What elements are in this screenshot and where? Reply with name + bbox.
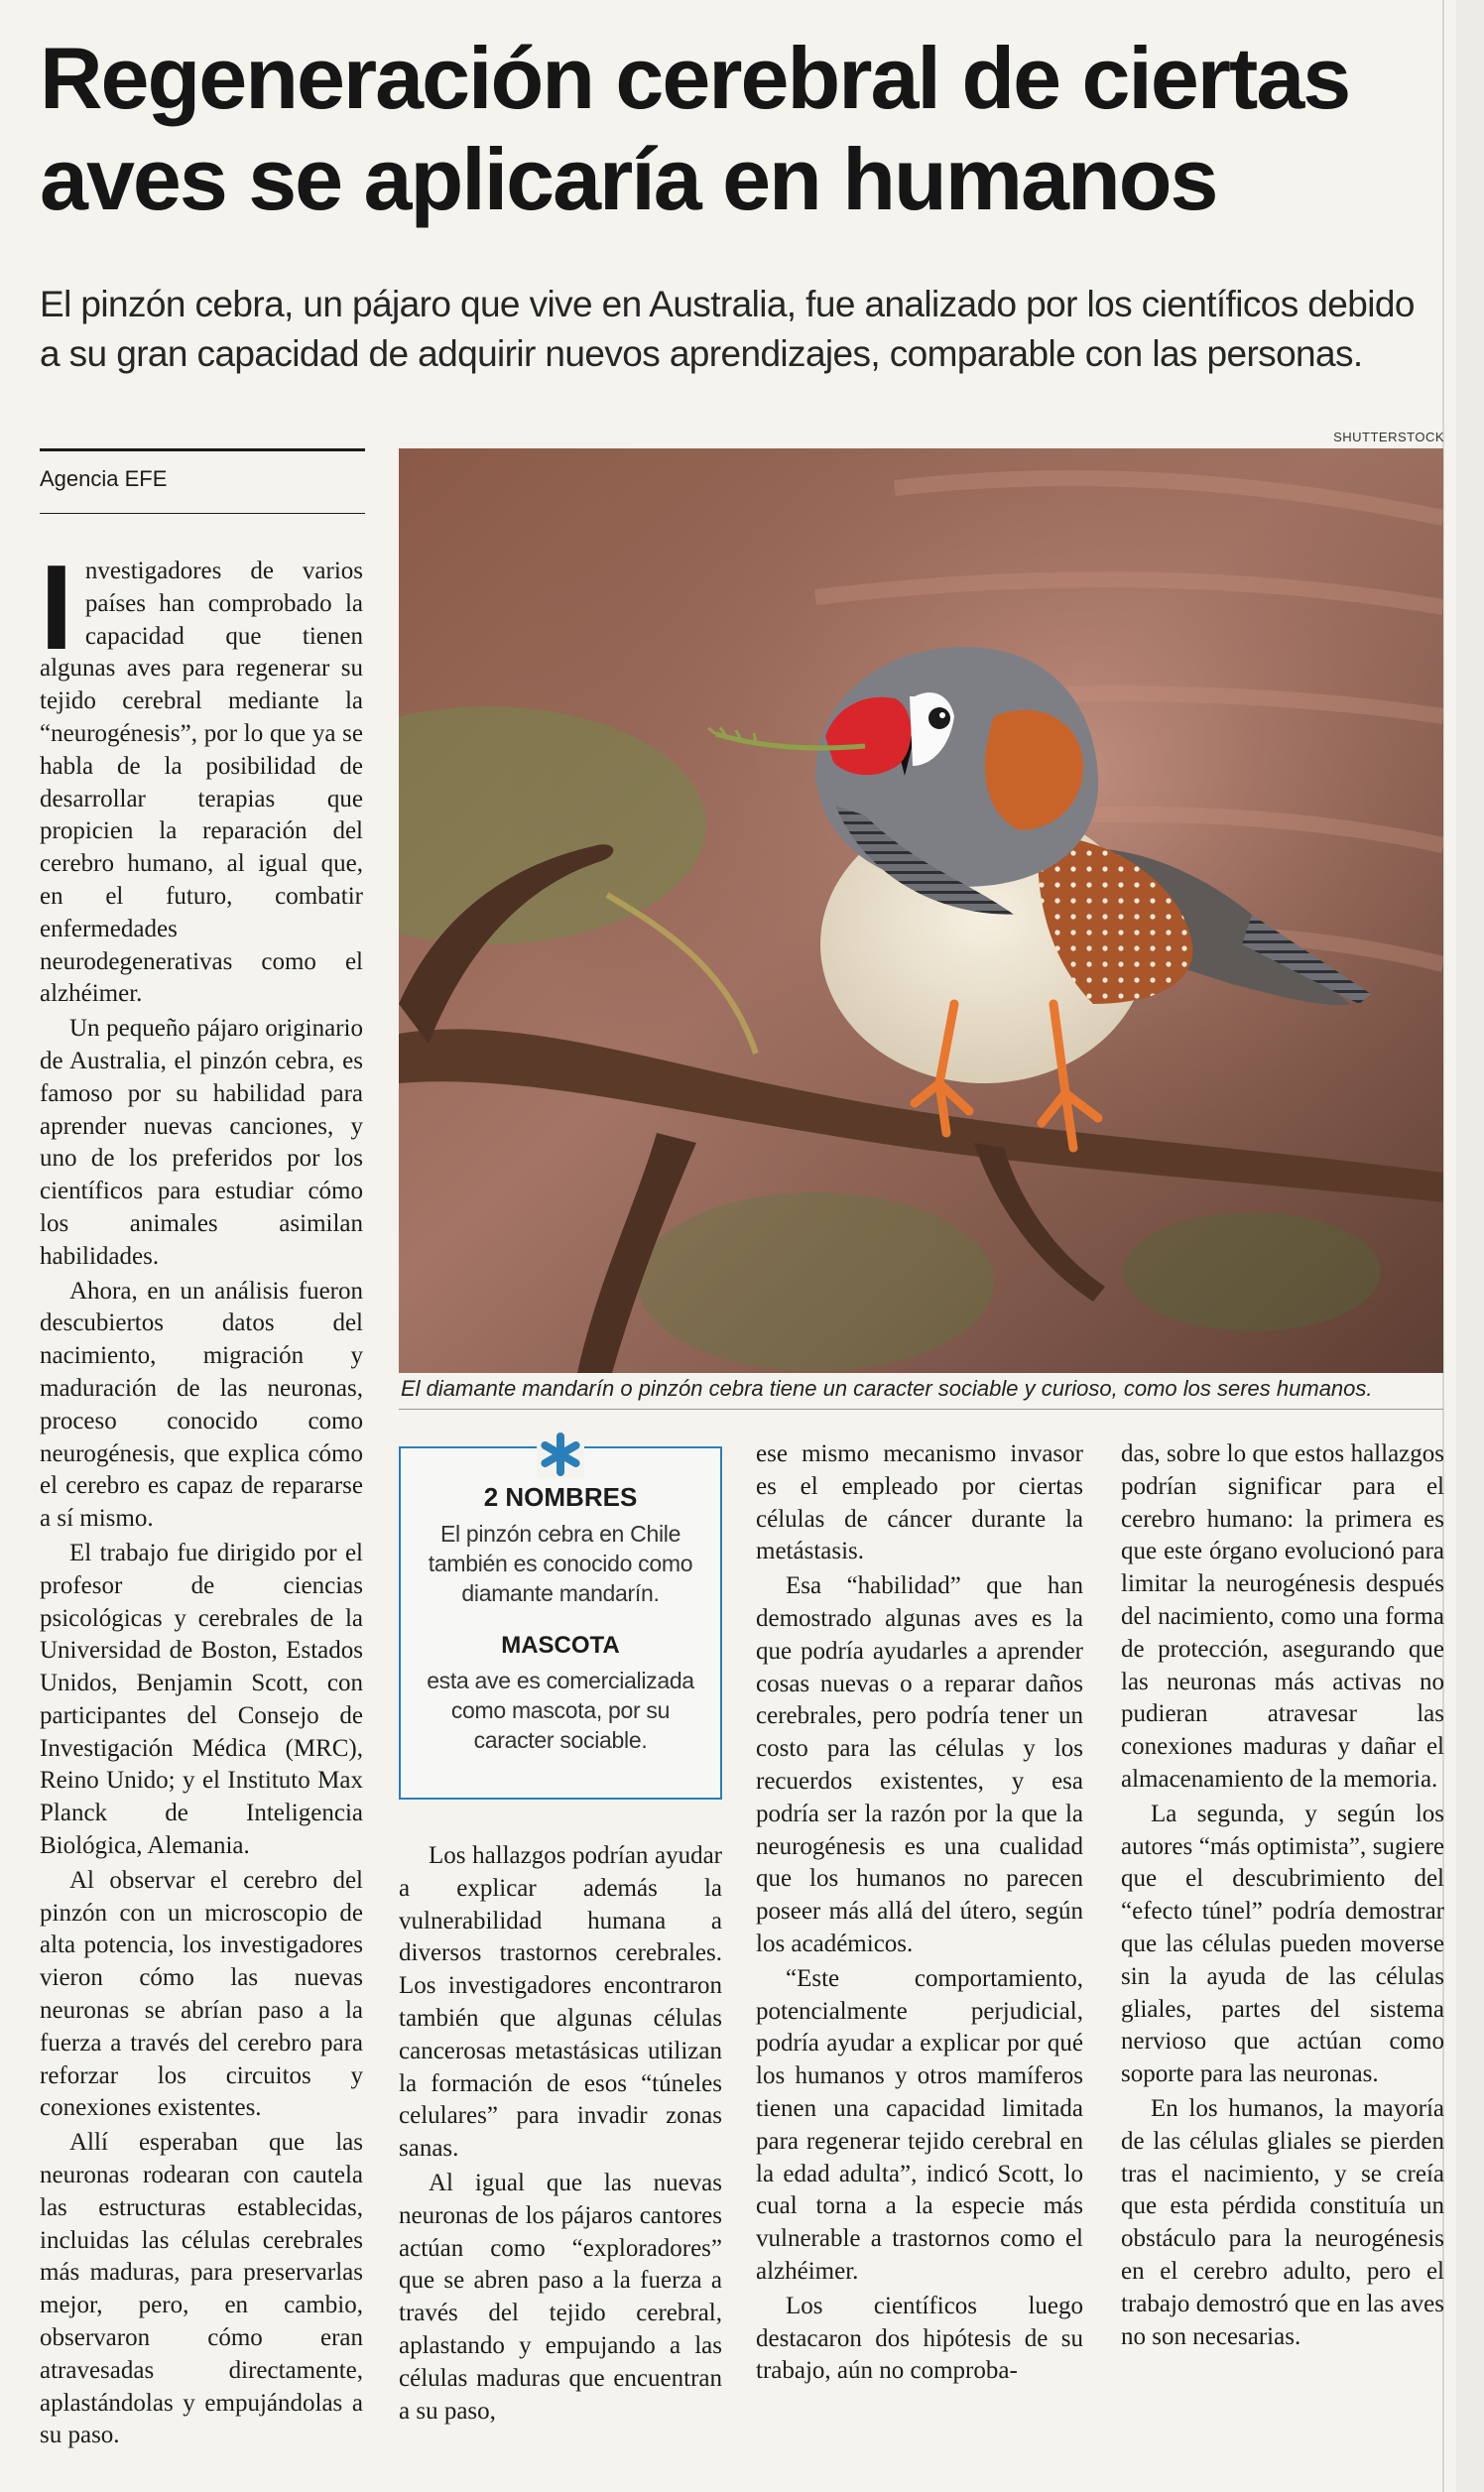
caption-rule [399, 1409, 1443, 1410]
photo-caption: El diamante mandarín o pinzón cebra tiene un caracter sociable y curioso, como los seres humanos. [401, 1376, 1373, 1401]
headline: Regeneración cerebral de ciertas aves se aplicaría en humanos [40, 29, 1350, 228]
zebra-finch-photo [399, 448, 1443, 1373]
byline-rule-top [40, 448, 365, 451]
byline-rule-bottom [40, 513, 365, 514]
factbox-title-pet: MASCOTA [501, 1632, 620, 1659]
dek-subheadline: El pinzón cebra, un pájaro que vive en Australia, fue analizado por los científicos debido a su gran capacidad de adquirir nuevos aprendizajes, comparable con las personas. [40, 284, 1415, 374]
article-column-3 [756, 1438, 1083, 2388]
paragraph: Los científicos luego destacaron dos hipótesis de su trabajo, aún no comproba- [756, 2292, 1083, 2385]
paragraph: das, sobre lo que estos hallazgos podrían significar para el cerebro humano: la primera es que este órgano evolucionó para limitar la neurogénesis después del nacimiento, como una forma de protección, asegurando que las neuronas más activas no pudieran atravesar las conexiones maduras y dañar el almacenamiento de la memoria. [1121, 1440, 1444, 1793]
paragraph: Allí esperaban que las neuronas rodearan con cautela las estructuras establecidas, incluidas las células cerebrales más maduras, para preservarlas mejor, pero, en cambio, observaron cómo eran atravesadas directamente, aplastándolas y empujándolas a su paso. [40, 2129, 363, 2449]
paragraph: Al igual que las nuevas neuronas de los pájaros cantores actúan como “exploradores” que se abren paso a la fuerza a través del tejido cerebral, aplastando y empujando a las células maduras que encuentran a su paso, [399, 2169, 722, 2425]
asterisk-icon [537, 1431, 584, 1478]
paragraph: “Este comportamiento, potencialmente perjudicial, podría ayudar a explicar por qué los humanos y otros mamíferos tienen una capacidad limitada para regenerar tejido cerebral en la edad adulta”, indicó Scott, lo cual torna a la especie más vulnerable a trastornos como el alzhéimer. [756, 1964, 1083, 2285]
adjacent-page-strip [1456, 0, 1484, 2492]
paragraph: En los humanos, la mayoría de las células gliales se pierden tras el nacimiento, y se creía que esta pérdida constituía un obstáculo para la neurogénesis en el cerebro adulto, pero el trabajo demostró que en las aves no son necesarias. [1121, 2094, 1444, 2350]
paragraph: ese mismo mecanismo invasor es el empleado por ciertas células de cáncer durante la metástasis. [756, 1440, 1083, 1565]
paragraph: Ahora, en un análisis fueron descubiertos datos del nacimiento, migración y maduración de las neuronas, proceso conocido como neurogénesis, que explica cómo el cerebro es capaz de repararse a sí mismo. [40, 1277, 363, 1533]
factbox-text-pet: esta ave es comercializada como mascota, por su caracter sociable. [427, 1668, 694, 1753]
paragraph: Esa “habilidad” que han demostrado algunas aves es la que podría ayudarles a aprender cosas nuevas o a reparar daños cerebrales, pero podría tener un costo para las células y los recuerdos existentes, y esa podría ser la razón por la que la neurogénesis es una cualidad que los humanos no parecen poseer más allá del útero, según los académicos. [756, 1572, 1083, 1957]
paragraph: Un pequeño pájaro originario de Australia, el pinzón cebra, es famoso por su habilidad para aprender nuevas canciones, y uno de los preferidos por los científicos para estudiar cómo los animales asimilan habilidades. [40, 1015, 363, 1270]
drop-cap: I [40, 540, 73, 675]
article-column-4 [1121, 1438, 1444, 2353]
lead-paragraph [40, 540, 363, 1011]
factbox-text-names: El pinzón cebra en Chile también es conocido como diamante mandarín. [428, 1521, 693, 1606]
article-column-1 [40, 540, 363, 2452]
paragraph: Al observar el cerebro del pinzón con un microscopio de alta potencia, los investigadores vieron cómo las nuevas neuronas se abrían paso a la fuerza a través del cerebro para reforzar los circuitos y conexiones existentes. [40, 1866, 363, 2122]
photo-credit: SHUTTERSTOCK [1333, 430, 1444, 444]
paragraph: La segunda, y según los autores “más optimista”, sugiere que el descubrimiento del “efecto túnel” podría demostrar que las células pueden moverse sin la ayuda de las células gliales, partes del sistema nervioso que actúan como soporte para las neuronas. [1121, 1800, 1444, 2088]
factbox-title-names: 2 NOMBRES [483, 1482, 638, 1512]
paragraph: Los hallazgos podrían ayudar a explicar además la vulnerabilidad humana a diversos trastornos cerebrales. Los investigadores encontraron también que algunas células cancerosas metastásicas utilizan la formación de esos “túneles celulares” para invadir zonas sanas. [399, 1842, 722, 2163]
lead-text: nvestigadores de varios países han comprobado la capacidad que tienen algunas aves para regenerar su tejido cerebral mediante la “neurogénesis”, por lo que ya se habla de la posibilidad de desarrollar terapias que propicien la reparación del cerebro humano, al igual que, en el futuro, combatir enfermedades neurodegenerativas como el alzhéimer. [40, 558, 363, 1008]
article-column-2 [399, 1840, 722, 2428]
factbox [399, 1446, 722, 1800]
byline: Agencia EFE [40, 466, 168, 491]
paragraph: El trabajo fue dirigido por el profesor de ciencias psicológicas y cerebrales de la Universidad de Boston, Estados Unidos, Benjamin Scott, con participantes del Consejo de Investigación Médica (MRC), Reino Unido; y el Instituto Max Planck de Inteligencia Biológica, Alemania. [40, 1539, 363, 1860]
